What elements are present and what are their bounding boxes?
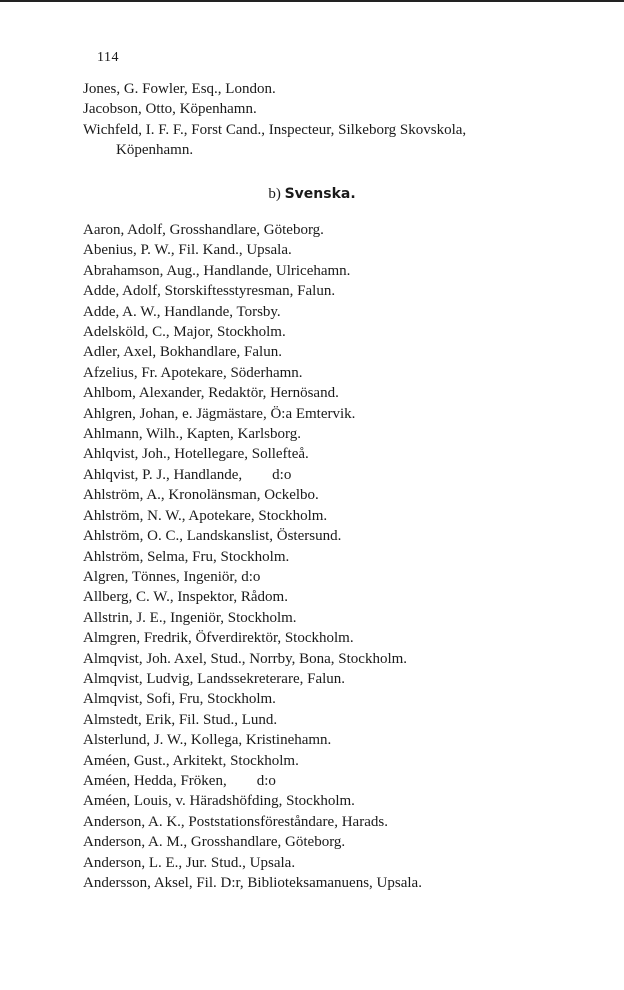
list-item: Ahlström, N. W., Apotekare, Stockholm. <box>83 507 328 524</box>
list-item: Jacobson, Otto, Köpenhamn. <box>83 101 257 118</box>
list-item: Améen, Louis, v. Häradshöfding, Stockholm. <box>83 793 355 810</box>
list-item: Allberg, C. W., Inspektor, Rådom. <box>83 589 288 606</box>
page-number: 114 <box>97 50 119 65</box>
list-item: Anderson, A. M., Grosshandlare, Göteborg. <box>83 834 346 851</box>
list-item: Adde, A. W., Handlande, Torsby. <box>83 303 281 320</box>
section-heading <box>0 186 624 203</box>
list-item: Ahlström, A., Kronolänsman, Ockelbo. <box>83 487 319 504</box>
list-item: Améen, Hedda, Fröken, d:o <box>83 772 276 789</box>
list-item: Allstrin, J. E., Ingeniör, Stockholm. <box>83 609 297 626</box>
list-item: Algren, Tönnes, Ingeniör, d:o <box>83 568 261 585</box>
list-item: Ahlström, Selma, Fru, Stockholm. <box>83 548 290 565</box>
list-item: Almgren, Fredrik, Öfverdirektör, Stockholm. <box>83 630 354 647</box>
member-list <box>83 220 523 893</box>
list-item: Almqvist, Ludvig, Landssekreterare, Falun. <box>83 670 346 687</box>
list-item: Adelsköld, C., Major, Stockholm. <box>83 324 286 341</box>
foreign-entries <box>83 79 523 161</box>
section-prefix: b) <box>268 186 281 202</box>
list-item: Anderson, L. E., Jur. Stud., Upsala. <box>83 854 296 871</box>
list-item: Ahlmann, Wilh., Kapten, Karlsborg. <box>83 426 301 443</box>
list-item: Ahlbom, Alexander, Redaktör, Hernösand. <box>83 385 339 402</box>
list-item: Adler, Axel, Bokhandlare, Falun. <box>83 344 282 361</box>
list-item: Almqvist, Joh. Axel, Stud., Norrby, Bona, Stockholm. <box>83 650 408 667</box>
list-item: Améen, Gust., Arkitekt, Stockholm. <box>83 752 299 769</box>
list-item: Abrahamson, Aug., Handlande, Ulricehamn. <box>83 262 351 279</box>
list-item: Andersson, Aksel, Fil. D:r, Biblioteksamanuens, Upsala. <box>83 875 422 891</box>
list-item-continuation: Köpenhamn. <box>116 142 194 159</box>
list-item: Almqvist, Sofi, Fru, Stockholm. <box>83 691 276 708</box>
list-item: Ahlgren, Johan, e. Jägmästare, Ö:a Emtervik. <box>83 405 356 422</box>
list-item: Abenius, P. W., Fil. Kand., Upsala. <box>83 242 292 259</box>
list-item: Afzelius, Fr. Apotekare, Söderhamn. <box>83 364 303 381</box>
list-item: Ahlström, O. C., Landskanslist, Östersund. <box>83 528 342 545</box>
list-item: Ahlqvist, P. J., Handlande, d:o <box>83 466 292 483</box>
list-item: Wichfeld, I. F. F., Forst Cand., Inspecteur, Silkeborg Skovskola, <box>83 121 467 138</box>
list-item: Adde, Adolf, Storskiftesstyresman, Falun. <box>83 283 336 300</box>
list-item: Aaron, Adolf, Grosshandlare, Göteborg. <box>83 222 324 238</box>
list-item: Alsterlund, J. W., Kollega, Kristinehamn. <box>83 732 332 749</box>
list-item: Anderson, A. K., Poststationsföreståndare, Harads. <box>83 813 388 830</box>
section-title: Svenska. <box>284 186 356 202</box>
list-item: Jones, G. Fowler, Esq., London. <box>83 81 276 97</box>
top-rule <box>0 0 624 2</box>
list-item: Ahlqvist, Joh., Hotellegare, Sollefteå. <box>83 446 309 463</box>
list-item: Almstedt, Erik, Fil. Stud., Lund. <box>83 711 278 728</box>
